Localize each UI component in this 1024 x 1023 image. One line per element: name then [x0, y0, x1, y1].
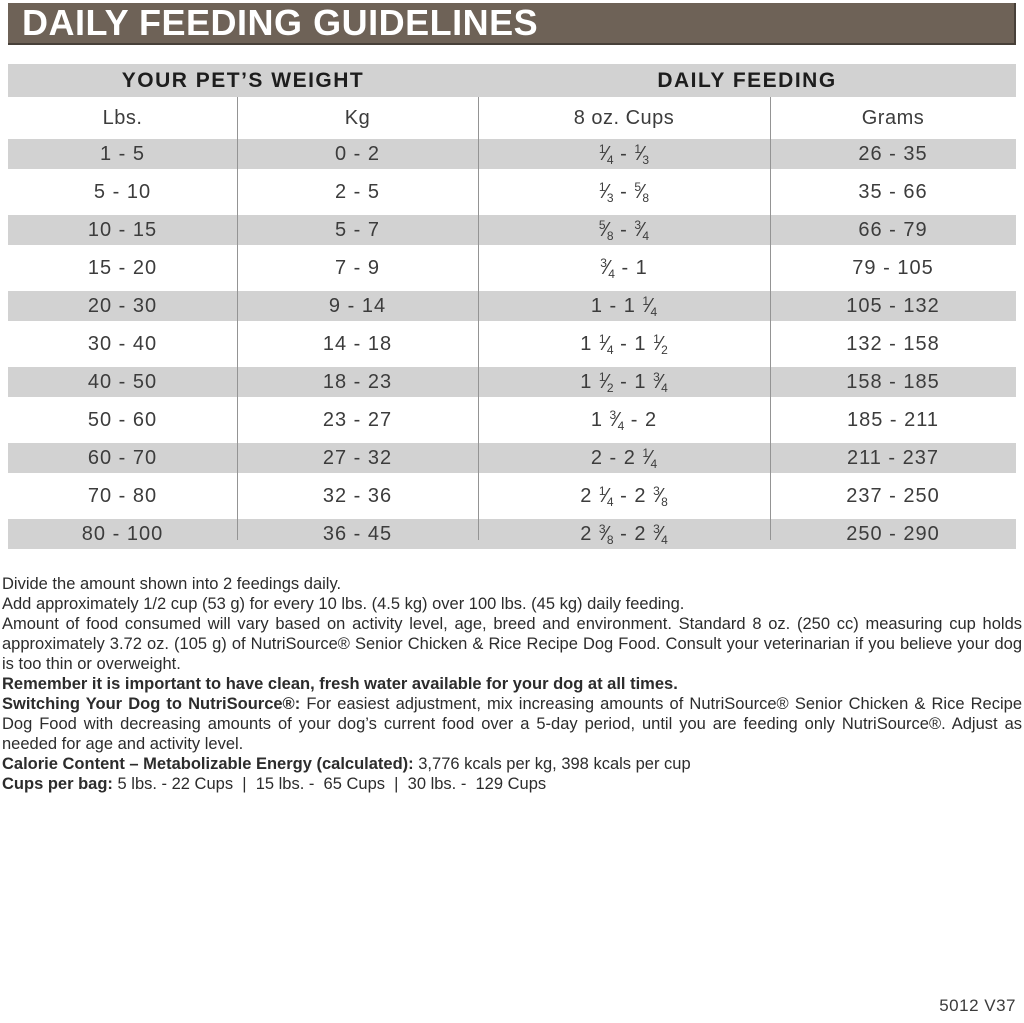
- column-header-cups: 8 oz. Cups: [573, 107, 675, 129]
- column-divider: [237, 97, 238, 540]
- table-column-headers: [8, 97, 1016, 139]
- cell-cups: $^1⁄_4$ - $^1⁄_3$: [598, 142, 650, 167]
- column-header-kg: Kg: [344, 107, 371, 129]
- cell-kg: 2 - 5: [334, 181, 381, 203]
- cell-cups: 1 - 1 $^1⁄_4$: [590, 294, 658, 319]
- table-row: [8, 139, 1016, 169]
- note-cups-per-bag: [2, 774, 1022, 794]
- table-row: [8, 291, 1016, 321]
- cell-kg: 7 - 9: [334, 257, 381, 279]
- cell-cups: 1 $^1⁄_4 - 1$ $^1⁄_2$: [580, 332, 668, 357]
- note-calorie-lead: Calorie Content – Metabolizable Energy (calculated):: [2, 755, 414, 773]
- cell-lbs: 40 - 50: [87, 371, 158, 393]
- cell-lbs: 50 - 60: [87, 409, 158, 431]
- note-cups-lead: Cups per bag:: [2, 775, 113, 793]
- cell-lbs: 10 - 15: [87, 219, 158, 241]
- cell-cups: 2 $^1⁄_4 - 2$ $^3⁄_8$: [580, 484, 668, 509]
- note-add-half-cup: Add approximately 1/2 cup (53 g) for every 10 lbs. (4.5 kg) over 100 lbs. (45 kg) daily feeding.: [2, 595, 685, 613]
- table-row: [8, 177, 1016, 207]
- note-cups-body: 5 lbs. - 22 Cups | 15 lbs. - 65 Cups | 30 lbs. - 129 Cups: [112, 775, 547, 793]
- table-row: [8, 329, 1016, 359]
- cell-lbs: 1 - 5: [99, 143, 146, 165]
- note-amount-varies: Amount of food consumed will vary based on activity level, age, breed and environment. Standard 8 oz. (250 cc) measuring cup holds approximately 3.72 oz. (105 g) of NutriSource® Senior Chicken & Rice Recipe Dog Food. Consult your veterinarian if you believe your dog is too thin or overweight.: [2, 615, 1022, 673]
- cell-grams: 35 - 66: [858, 181, 928, 203]
- cell-grams: 79 - 105: [852, 257, 934, 279]
- note-switching: [2, 694, 1022, 754]
- cell-lbs: 30 - 40: [87, 333, 158, 355]
- table-row: [8, 519, 1016, 549]
- cell-cups: 2 $^3⁄_8 - 2$ $^3⁄_4$: [580, 522, 668, 547]
- column-divider: [478, 97, 479, 540]
- cell-grams: 158 - 185: [846, 371, 940, 393]
- cell-grams: 66 - 79: [858, 219, 928, 241]
- feeding-notes: [2, 574, 1022, 794]
- cell-cups: 2 - 2 $^1⁄_4$: [590, 446, 658, 471]
- cell-kg: 9 - 14: [328, 295, 387, 317]
- cell-kg: 18 - 23: [322, 371, 393, 393]
- note-calorie-content: [2, 754, 1022, 774]
- cell-grams: 132 - 158: [846, 333, 940, 355]
- cell-kg: 14 - 18: [322, 333, 393, 355]
- page-title: DAILY FEEDING GUIDELINES: [8, 3, 1016, 45]
- cell-cups: 1 $^3⁄_4 - 2$: [590, 408, 658, 433]
- table-row: [8, 481, 1016, 511]
- note-divide-feedings: Divide the amount shown into 2 feedings daily.: [2, 575, 342, 593]
- table-rows: [8, 139, 1016, 557]
- cell-kg: 0 - 2: [334, 143, 381, 165]
- table-group-header-band: [8, 64, 1016, 97]
- table-row: [8, 443, 1016, 473]
- version-code: 5012 V37: [939, 996, 1016, 1015]
- cell-cups: $^5⁄_8$ - $^3⁄_4$: [598, 218, 650, 243]
- cell-kg: 5 - 7: [334, 219, 381, 241]
- cell-kg: 23 - 27: [322, 409, 393, 431]
- note-switching-body: For easiest adjustment, mix increasing amounts of NutriSource® Senior Chicken & Rice Recipe Dog Food with decreasing amounts of your dog’s current food over a 5-day period, until you are feeding only NutriSource®. Adjust as needed for age and activity level.: [2, 695, 1022, 753]
- table-row: [8, 405, 1016, 435]
- table-row: [8, 253, 1016, 283]
- table-row: [8, 215, 1016, 245]
- cell-lbs: 15 - 20: [87, 257, 158, 279]
- table-row: [8, 367, 1016, 397]
- cell-grams: 185 - 211: [846, 409, 940, 431]
- cell-lbs: 5 - 10: [93, 181, 152, 203]
- group-header-pet-weight: YOUR PET’S WEIGHT: [121, 69, 365, 92]
- group-header-daily-feeding: DAILY FEEDING: [657, 69, 837, 92]
- cell-grams: 237 - 250: [846, 485, 940, 507]
- column-header-lbs: Lbs.: [102, 107, 143, 129]
- cell-kg: 27 - 32: [322, 447, 393, 469]
- cell-kg: 36 - 45: [322, 523, 393, 545]
- cell-cups: 1 $^1⁄_2 - 1$ $^3⁄_4$: [580, 370, 668, 395]
- cell-lbs: 60 - 70: [87, 447, 158, 469]
- cell-cups: $^1⁄_3$ - $^5⁄_8$: [598, 180, 650, 205]
- note-switching-lead: Switching Your Dog to NutriSource®:: [2, 695, 301, 713]
- cell-grams: 250 - 290: [846, 523, 940, 545]
- cell-grams: 105 - 132: [846, 295, 940, 317]
- cell-grams: 26 - 35: [858, 143, 928, 165]
- cell-grams: 211 - 237: [846, 447, 940, 469]
- cell-cups: $^3⁄_4 - 1$: [600, 256, 648, 281]
- column-divider: [770, 97, 771, 540]
- cell-lbs: 80 - 100: [81, 523, 164, 545]
- note-fresh-water: Remember it is important to have clean, fresh water available for your dog at all times.: [2, 675, 678, 693]
- note-calorie-body: 3,776 kcals per kg, 398 kcals per cup: [413, 755, 691, 773]
- cell-lbs: 20 - 30: [87, 295, 158, 317]
- cell-lbs: 70 - 80: [87, 485, 158, 507]
- cell-kg: 32 - 36: [322, 485, 393, 507]
- column-header-grams: Grams: [861, 107, 925, 129]
